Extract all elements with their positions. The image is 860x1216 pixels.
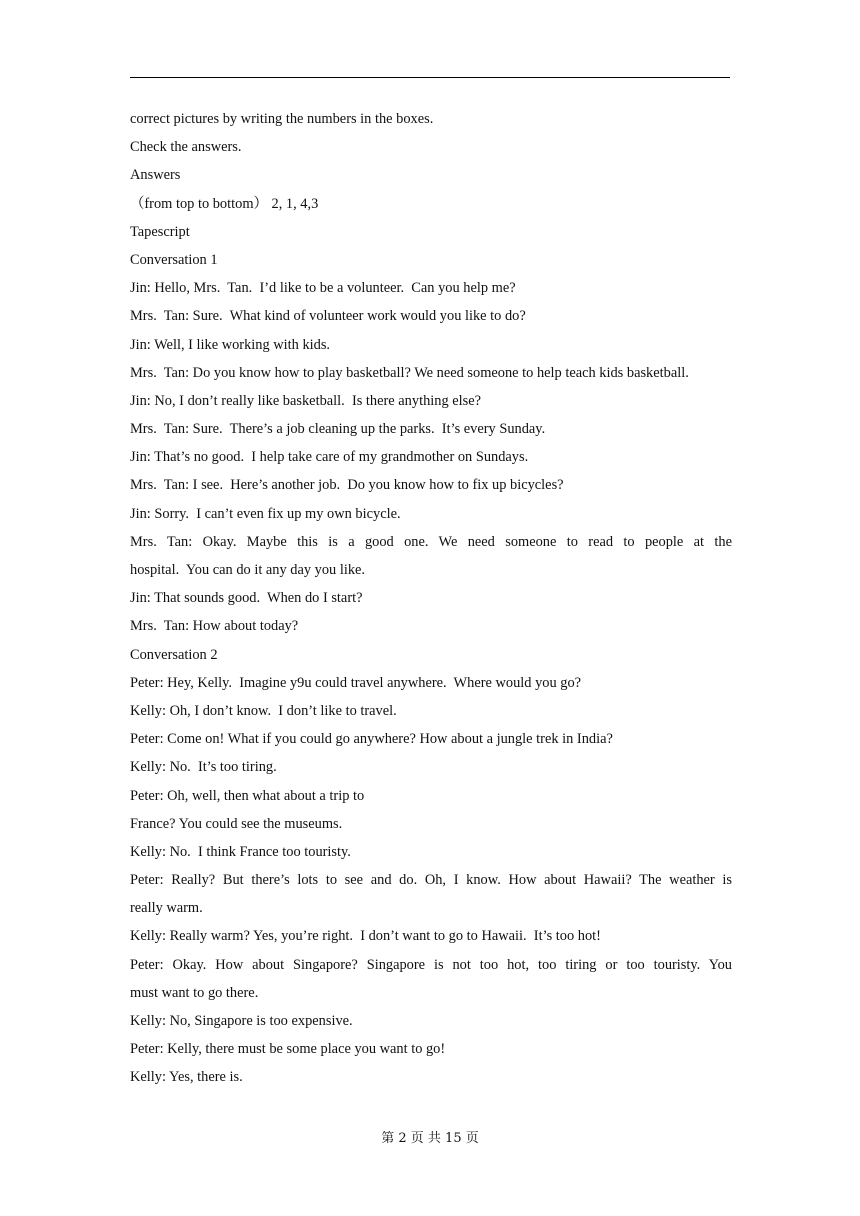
document-body bbox=[130, 105, 732, 1092]
text-line: （from top to bottom） 2, 1, 4,3 bbox=[130, 195, 319, 212]
text-line: Mrs. Tan: How about today? bbox=[130, 618, 299, 635]
text-line: Check the answers. bbox=[130, 139, 242, 156]
text-line: Conversation 2 bbox=[130, 646, 218, 663]
header-rule bbox=[130, 77, 730, 78]
text-line: Kelly: Really warm? Yes, you’re right. I don’t want to go to Hawaii. It’s too hot! bbox=[130, 928, 601, 945]
text-line: Peter: Really? But there’s lots to see and do. Oh, I know. How about Hawaii? The weather is bbox=[130, 872, 732, 889]
text-line: Kelly: No, Singapore is too expensive. bbox=[130, 1013, 353, 1029]
text-line: Kelly: Yes, there is. bbox=[130, 1069, 243, 1086]
text-line: Jin: No, I don’t really like basketball. Is there anything else? bbox=[130, 392, 482, 409]
text-line: Peter: Okay. How about Singapore? Singapore is not too hot, too tiring or too touristy. You bbox=[130, 956, 732, 973]
text-line: Jin: That’s no good. I help take care of my grandmother on Sundays. bbox=[130, 449, 529, 466]
text-line: Kelly: No. It’s too tiring. bbox=[130, 759, 277, 776]
text-line: must want to go there. bbox=[130, 984, 259, 1001]
text-line: Mrs. Tan: Sure. There’s a job cleaning up the parks. It’s every Sunday. bbox=[130, 421, 546, 438]
text-line: France? You could see the museums. bbox=[130, 815, 343, 832]
text-line: Mrs. Tan: Do you know how to play basketball? We need someone to help teach kids basketball. bbox=[130, 364, 689, 381]
page-number: 第 2 页 共 15 页 bbox=[381, 1131, 479, 1146]
text-line: Tapescript bbox=[130, 223, 190, 240]
text-line: correct pictures by writing the numbers in the boxes. bbox=[130, 111, 434, 127]
text-line: Answers bbox=[130, 167, 181, 184]
text-line: Peter: Come on! What if you could go anywhere? How about a jungle trek in India? bbox=[130, 731, 613, 748]
text-line: Peter: Kelly, there must be some place you want to go! bbox=[130, 1041, 446, 1058]
text-line: Jin: Hello, Mrs. Tan. I’d like to be a volunteer. Can you help me? bbox=[130, 280, 516, 297]
text-line: Jin: That sounds good. When do I start? bbox=[130, 590, 363, 607]
text-line: Jin: Well, I like working with kids. bbox=[130, 336, 331, 353]
text-line: Peter: Oh, well, then what about a trip to bbox=[130, 787, 365, 804]
text-line: hospital. You can do it any day you like. bbox=[130, 562, 366, 578]
text-line: Kelly: Oh, I don’t know. I don’t like to travel. bbox=[130, 702, 397, 719]
text-line: Mrs. Tan: Sure. What kind of volunteer work would you like to do? bbox=[130, 308, 526, 325]
text-line: Kelly: No. I think France too touristy. bbox=[130, 843, 351, 860]
text-line: Conversation 1 bbox=[130, 251, 218, 268]
text-line: Peter: Hey, Kelly. Imagine y9u could travel anywhere. Where would you go? bbox=[130, 674, 582, 691]
text-line: Mrs. Tan: Okay. Maybe this is a good one. We need someone to read to people at the bbox=[130, 533, 732, 550]
text-line: Jin: Sorry. I can’t even fix up my own bicycle. bbox=[130, 505, 401, 522]
text-line: Mrs. Tan: I see. Here’s another job. Do you know how to fix up bicycles? bbox=[130, 477, 564, 494]
text-line: really warm. bbox=[130, 900, 203, 917]
